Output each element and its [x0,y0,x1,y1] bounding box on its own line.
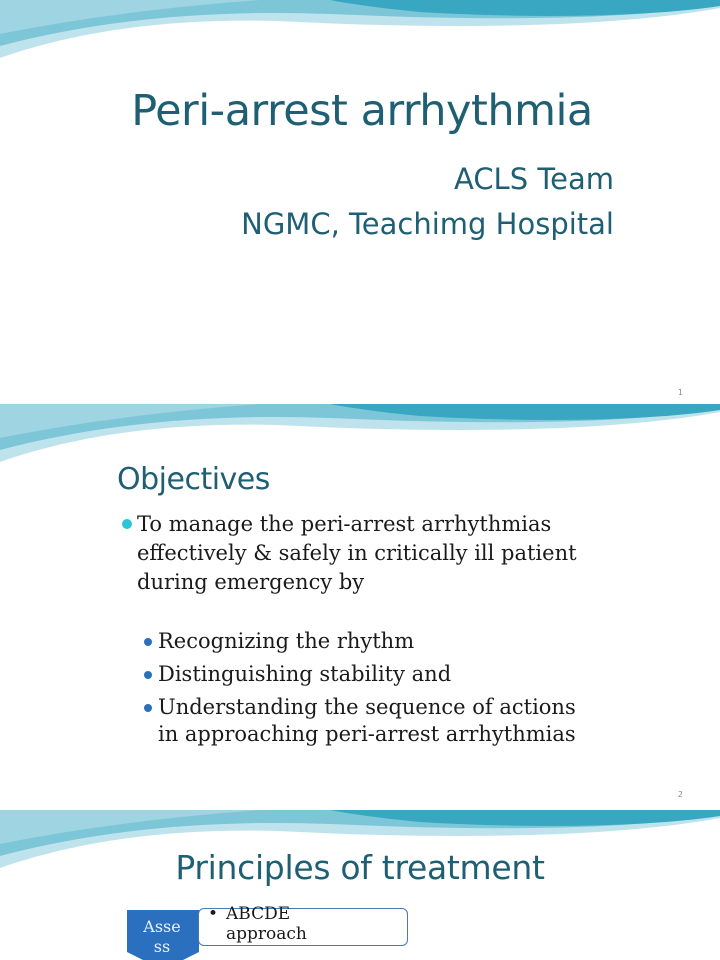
principles-title-text: Principles of treatment [175,848,545,887]
sub-bullet-text: Understanding the sequence of actions in approaching peri-arrest arrhythmias [158,695,576,746]
bullet-dot-icon [144,671,152,679]
sub-bullet [144,694,584,748]
sub-bullet [144,661,584,688]
main-bullet [122,510,592,597]
abcde-text: ABCDE approach [226,904,307,944]
slide-title: Peri-arrest arrhythmia [131,86,593,136]
bullet-dot-icon [144,704,152,712]
slide-1 [0,0,720,404]
header-wave-decoration [0,0,720,70]
slide-2 [0,404,720,810]
sub-bullet-text: Distinguishing stability and [158,662,452,686]
subtitle-team: ACLS Team [453,162,614,196]
slide-number: 1 [677,388,683,397]
bullet-dot-icon [144,638,152,646]
principles-title [0,848,720,887]
slide-3 [0,810,720,960]
sub-bullet-text: Recognizing the rhythm [158,629,415,653]
main-bullet-text: To manage the peri-arrest arrhythmias effectively & safely in critically ill patient during emergency by [137,512,577,594]
assess-label: Asse ss [143,917,181,956]
subtitle-hospital: NGMC, Teachimg Hospital [241,207,614,241]
abcde-item [208,904,332,944]
slide-number: 2 [677,790,683,799]
bullet-dot-icon [122,519,132,529]
bullet-icon: • [208,904,219,924]
header-wave-decoration [0,404,720,474]
sub-bullet [144,628,584,655]
objectives-title: Objectives [117,462,270,497]
